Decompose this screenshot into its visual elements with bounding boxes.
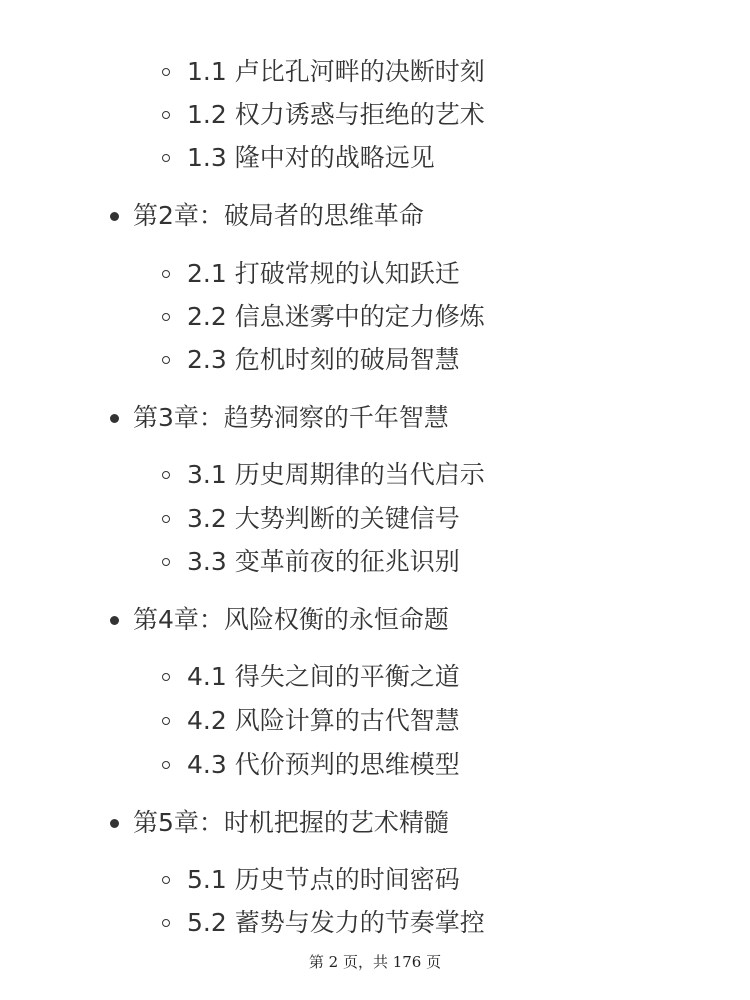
hollow-bullet-icon xyxy=(162,876,170,884)
toc-section-label: 4.3 代价预判的思维模型 xyxy=(187,750,460,779)
filled-bullet-icon xyxy=(110,414,119,423)
toc-section-5-2[interactable] xyxy=(0,903,750,943)
toc-section-label: 5.1 历史节点的时间密码 xyxy=(187,865,460,894)
toc-chapter-2[interactable] xyxy=(0,196,750,236)
hollow-bullet-icon xyxy=(162,919,170,927)
toc-section-label: 5.2 蓄势与发力的节奏掌控 xyxy=(187,908,485,937)
filled-bullet-icon xyxy=(110,819,119,828)
hollow-bullet-icon xyxy=(162,717,170,725)
hollow-bullet-icon xyxy=(162,471,170,479)
hollow-bullet-icon xyxy=(162,673,170,681)
toc-section-2-2[interactable] xyxy=(0,297,750,337)
hollow-bullet-icon xyxy=(162,515,170,523)
hollow-bullet-icon xyxy=(162,270,170,278)
hollow-bullet-icon xyxy=(162,111,170,119)
toc-chapter-5[interactable] xyxy=(0,803,750,843)
toc-section-label: 3.1 历史周期律的当代启示 xyxy=(187,460,485,489)
toc-section-3-2[interactable] xyxy=(0,499,750,539)
toc-section-3-3[interactable] xyxy=(0,542,750,582)
hollow-bullet-icon xyxy=(162,154,170,162)
toc-section-4-2[interactable] xyxy=(0,701,750,741)
toc-section-label: 2.2 信息迷雾中的定力修炼 xyxy=(187,302,485,331)
toc-section-3-1[interactable] xyxy=(0,455,750,495)
toc-chapter-label: 第3章：趋势洞察的千年智慧 xyxy=(133,403,449,432)
hollow-bullet-icon xyxy=(162,313,170,321)
toc-section-label: 4.2 风险计算的古代智慧 xyxy=(187,706,460,735)
toc-section-label: 3.3 变革前夜的征兆识别 xyxy=(187,547,460,576)
toc-chapter-label: 第5章：时机把握的艺术精髓 xyxy=(133,808,449,837)
toc-section-1-1[interactable] xyxy=(0,52,750,92)
toc-chapter-label: 第4章：风险权衡的永恒命题 xyxy=(133,605,449,634)
toc-chapter-label: 第2章：破局者的思维革命 xyxy=(133,201,424,230)
toc-section-2-3[interactable] xyxy=(0,340,750,380)
toc-section-4-3[interactable] xyxy=(0,745,750,785)
toc-section-label: 3.2 大势判断的关键信号 xyxy=(187,504,460,533)
page-number-footer: 第 2 页，共 176 页 xyxy=(308,953,442,971)
toc-section-label: 1.2 权力诱惑与拒绝的艺术 xyxy=(187,100,485,129)
filled-bullet-icon xyxy=(110,212,119,221)
hollow-bullet-icon xyxy=(162,761,170,769)
toc-section-label: 1.1 卢比孔河畔的决断时刻 xyxy=(187,57,485,86)
toc-section-label: 1.3 隆中对的战略远见 xyxy=(187,143,435,172)
toc-section-2-1[interactable] xyxy=(0,254,750,294)
filled-bullet-icon xyxy=(110,616,119,625)
toc-section-5-1[interactable] xyxy=(0,860,750,900)
toc-section-1-2[interactable] xyxy=(0,95,750,135)
toc-section-label: 2.3 危机时刻的破局智慧 xyxy=(187,345,460,374)
toc-chapter-4[interactable] xyxy=(0,600,750,640)
hollow-bullet-icon xyxy=(162,558,170,566)
toc-chapter-3[interactable] xyxy=(0,398,750,438)
hollow-bullet-icon xyxy=(162,356,170,364)
toc-section-label: 2.1 打破常规的认知跃迁 xyxy=(187,259,460,288)
toc-section-label: 4.1 得失之间的平衡之道 xyxy=(187,662,460,691)
toc-section-1-3[interactable] xyxy=(0,138,750,178)
toc-section-4-1[interactable] xyxy=(0,657,750,697)
hollow-bullet-icon xyxy=(162,68,170,76)
